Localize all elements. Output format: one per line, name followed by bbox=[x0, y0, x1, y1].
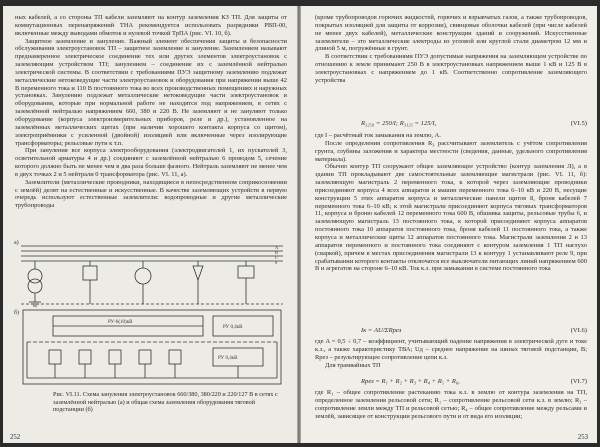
formula-vi-5 bbox=[315, 120, 587, 129]
formula-vi-7 bbox=[315, 378, 587, 387]
paragraph: где A = 0,5 ÷ 0,7 – коэффициент, учитывающий падение напряжения в электрической дуге и токе к.з., а также характеристику ТВА; Uд – среднее напряжение на шинах тяговой подстанции, В; Rрез – результирующее сопротивление цепи к.з. bbox=[315, 338, 587, 361]
paragraph: Для трамвайных ТП bbox=[325, 361, 381, 369]
right-page bbox=[301, 6, 597, 443]
page-number-left: 252 bbox=[10, 434, 21, 441]
phase-label: 0 bbox=[275, 260, 278, 265]
right-page-text-bottom bbox=[315, 389, 587, 420]
formula-text: R₃₂₅₀ = 250/I; R₃₁₂₅ = 125/I, bbox=[361, 120, 437, 127]
figure-caption: Рис. VI.11. Схема зануления электроустановок 660/380, 380/220 и 220/127 В в сетях с заземлённой нейтралью (а) и общая схема заземления оборудования тяговой подстанции (б) bbox=[53, 391, 278, 414]
phase-label: B bbox=[275, 250, 279, 255]
fig-box-label: РУ 0,4кВ bbox=[223, 325, 243, 330]
formula-vi-6 bbox=[315, 327, 587, 336]
paragraph: где I – расчётный ток замыкания на землю, А. bbox=[315, 132, 441, 139]
paragraph: В соответствии с требованиями ПУЭ допустимые напряжения на заземляющем устройстве по отношению к земле принимают 250 В в электроустановках напряжением выше 1 кВ и 125 В в электроустановках с напряжением до 1 кВ. Соответственно сопротивление заземляющего устройства bbox=[315, 53, 587, 84]
paragraph: После определения сопротивления R₃ рассчитывают заземлитель с учётом сопротивления грунта, глубины заложения и характера местности (сведения, данные, удельного сопротивления материала). bbox=[315, 139, 587, 163]
schematic-diagram bbox=[13, 238, 289, 388]
paragraph: где R₁ – общее сопротивление растеканию тока к.з. в землю от контура заземления на ТП, определенное заземления рельсовой сети; R₂ – сопротивление рельсовой сети к.з. в землю; R₃ – сопротивление земли между ТП и рельсовой сетью; R₄ – общее сопротивление между рельсами и землёй, зависящее от конструкции рельсового пути и от вида его изоляции; bbox=[315, 389, 587, 420]
formula-text: Rрез = R₁ + R₂ + R₃ + R₄ + R₅ + R₆, bbox=[361, 378, 460, 385]
page-number-right: 253 bbox=[577, 434, 588, 441]
right-page-text-top bbox=[315, 14, 587, 85]
paragraph: Обычно контур ТП сооружают общее заземляющее устройство (контур заземления Л), а в здании ТП прокладывают две самостоятельные заземляющие магистрали (рис. VI. 11, б): заземляющую магистраль 2 переменного тока, к которой через заземляющие проводники присоединяют корпуса 4 всех аппаратов и машин переменного тока 6–10 кВ и 220 В, несущие конструкции 5 этих аппаратов корпуса и металлические панели щитов 8, броня кабелей 7 переменного тока 6–10 кВ; к этой магистрали присоединяют корпуса тяговых трансформаторов 11, корпуса и броню кабелей 12 переменного тока 600 В, обшивка защиты, рельсовые трубы 6, и заземляющую магистраль 13 постоянного тока, к которой присоединяют корпуса аппаратов постоянного тока 10 аппаратов постоянного тока, броня кабелей 11 постоянного тока, а также корпуса и металлические щиты 12 аппаратов постоянного тока. Магистрали заземления 2 и 13 аппаратов переменного и постоянного тока соединяют с контуром заземления 1 ТП наглухо (сваркой), причем в местах присоединения магистрали 13 к контуру 1 устанавливают реле 9, при срабатывании которого контакты отключатся все выключатели питающих линий напряжением 600 В и агрегатов на стороне 6–10 кВ. Ток к.з. при замыкании в системе постоянного тока bbox=[315, 163, 587, 273]
phase-label: A bbox=[275, 245, 279, 250]
fig-box-label: РУ-6(10)кВ bbox=[108, 320, 133, 325]
fig-label-a: а) bbox=[14, 240, 19, 246]
formula-number: (VI.6) bbox=[570, 327, 587, 334]
formula-number: (VI.7) bbox=[570, 378, 587, 385]
paragraph: Заземлители (металлические проводники, находящиеся в непосредственном соприкосновении с землёй) делят на естественные и искусственные. В качестве заземляющих устройств в первую очередь используют естественные заземлители: водопроводные и другие металлические трубопроводы bbox=[15, 178, 287, 210]
left-page-text bbox=[15, 14, 287, 210]
phase-label: C bbox=[275, 255, 279, 260]
figure-vi-11 bbox=[13, 238, 289, 388]
fig-box-label: РУ 0,4кВ bbox=[218, 356, 238, 361]
formula-text: Iк = AU/ΣRрез bbox=[361, 327, 402, 334]
right-page-text-mid bbox=[315, 132, 587, 273]
paragraph: ных кабелей, а со стороны ТП кабели заземляют на контур заземления КЗ ТП. Для защиты от коммутационных перенапряжений ТНА рекомендуется использовать разрядники РВП-00, включенные между выводами обмоток и нулевой точкой ТрПА (рис. VI. 10, б). bbox=[15, 14, 287, 37]
fig-label-b: б) bbox=[14, 310, 20, 316]
paragraph: (кроме трубопроводов горючих жидкостей, горючих и взрывчатых газов, а также трубопроводов, покрытых изоляцией для защиты от коррозии), свинцовые оболочки кабелей (при числе кабелей не менее двух кабелей), металлические конструкции зданий и сооружений. Искусственные заземлители – это металлические электроды из угловой или круглой стали диаметром 12 мм и длиной 5 м, погружённые в грунт. bbox=[315, 14, 587, 53]
left-page bbox=[3, 6, 297, 443]
paragraph: Защитное заземление и зануление. Важный элемент обеспечения защиты и безопасности обслуживания электроустановок ТП – защитное заземление и зануление. Заземлением называют преднамеренное электрическое соединение тех или других элементов электроустановок с заземляющим устройством ТП; занулением – соединение их с заземлённой нейтралью электрической системы. В соответствии с требованиями ПУЭ защитному заземлению подлежат металлические нетоковедущие части электроустановок и оборудования при напряжении выше 42 В переменного тока и 110 В постоянного тока во всех производственных помещениях и наружных установках. Занулению подлежат металлические нетоковедущие части электроустановок и оборудования, которые при нормальной работе не находятся под напряжением, в сетях с заземлённой нейтралью напряжением 660, 380 и 220 В. Не заземляют и не зануляют только оборудование (корпуса электроизмерительных приборов, реле и др.), установленное на заземлённых металлических щитах (при наличии хорошего контакта корпуса со щитом), электроприёмники с усиленной (двойной) изоляцией или включенные через изолирующие трансформаторы; рельсовые пути к т.п. bbox=[15, 37, 287, 147]
formula-number: (VI.5) bbox=[570, 120, 587, 127]
paragraph: При зануления все корпуса электрооборудования (электродвигателей 1, их пускателей 3, осветительной арматуры 4 и др.) соединяют с заземлённой нейтралью 6 проводом 5, сечение которого должно быть не менее чем в два раза больше фазного. Нейтраль заземляют не менее чем в двух точках 2 и 5 нейтрали 0 трансформатора (рис. VI. 11, а). bbox=[15, 147, 287, 178]
right-page-text-where2 bbox=[315, 338, 587, 369]
